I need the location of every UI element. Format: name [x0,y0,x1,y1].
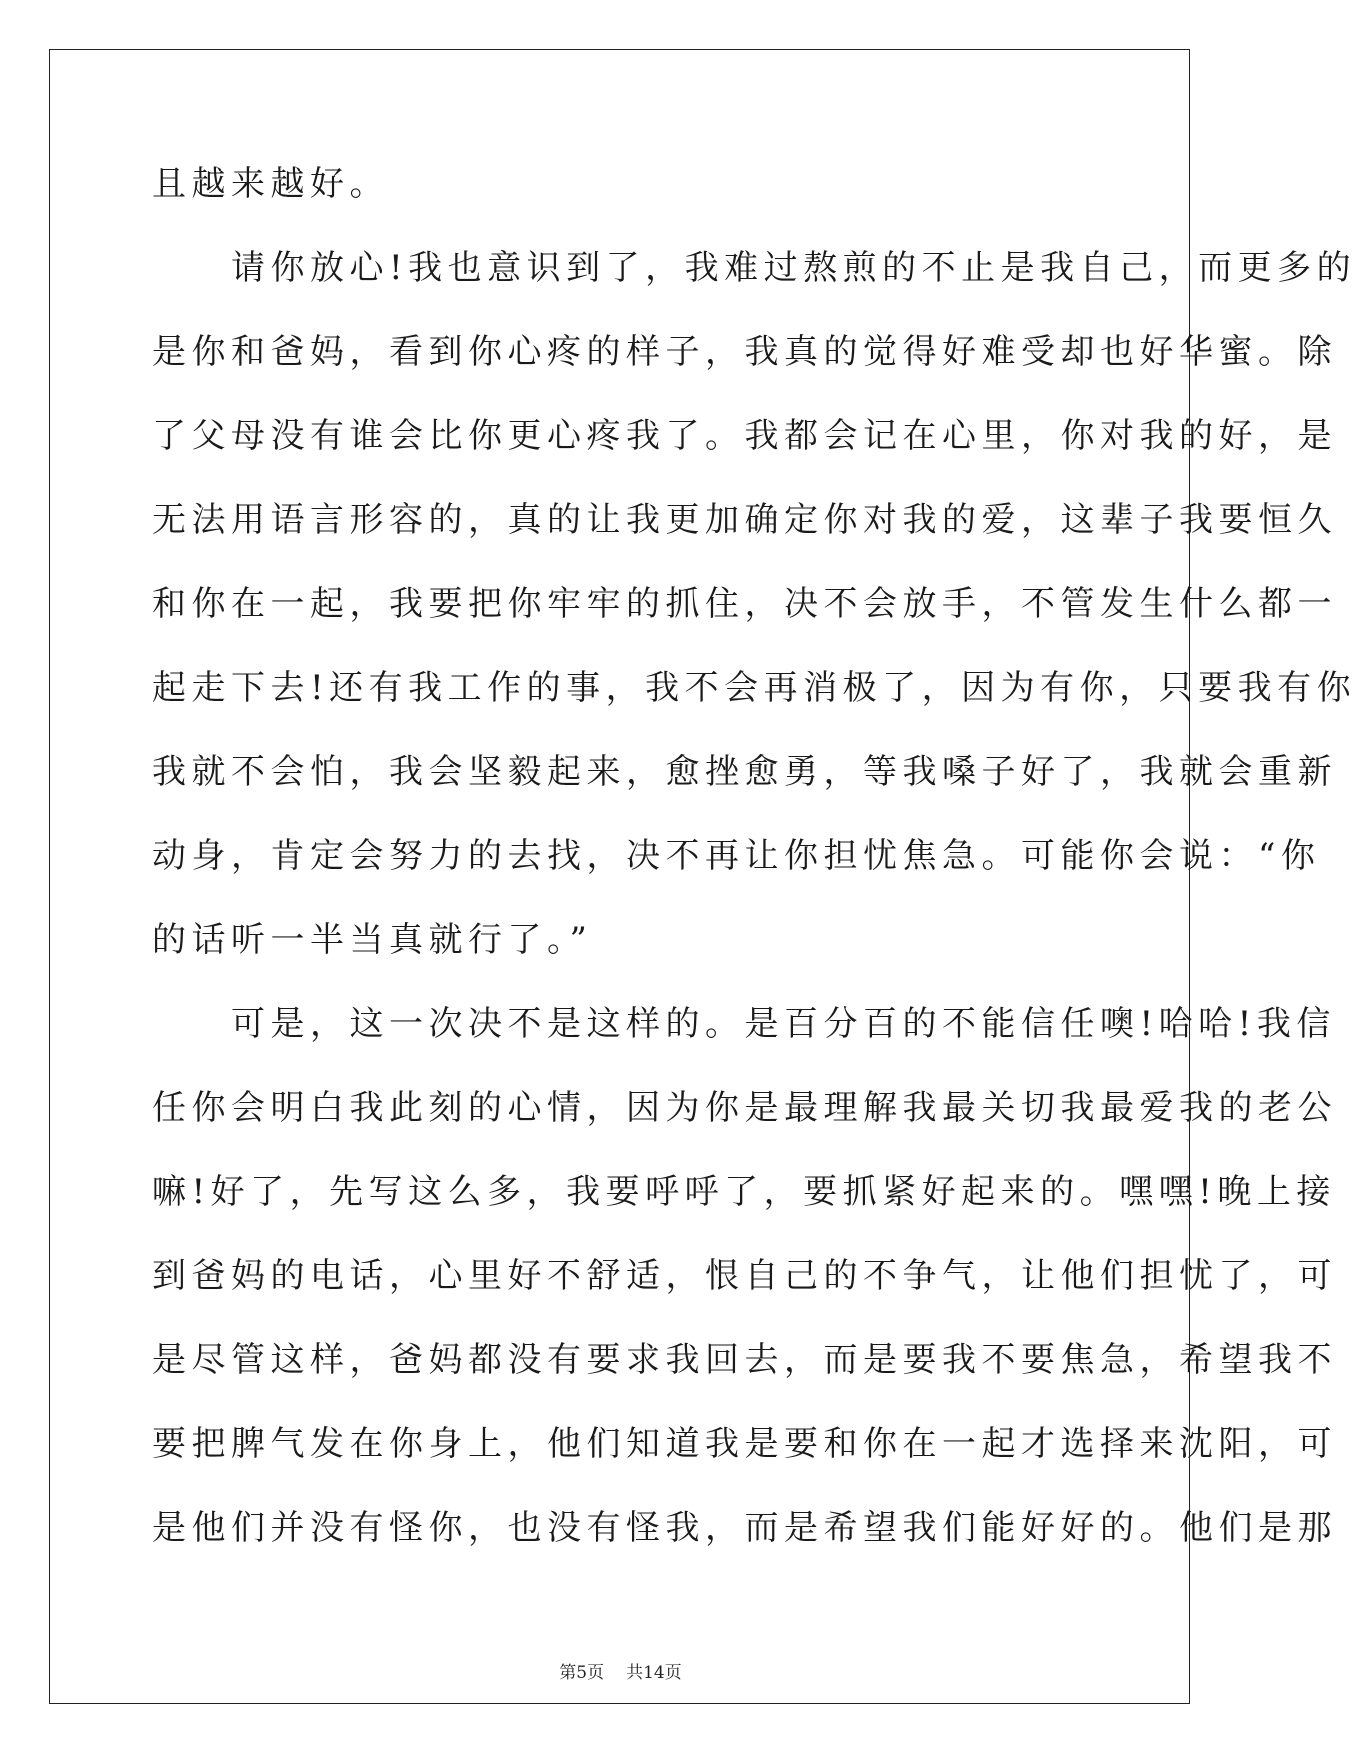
text-line: 可是，这一次决不是这样的。是百分百的不能信任噢!哈哈!我信 [152,1004,1336,1044]
page-number: 第5页 [559,1663,605,1683]
text-line: 到爸妈的电话，心里好不舒适，恨自己的不争气，让他们担忧了，可 [152,1256,1337,1296]
text-line: 且越来越好。 [152,164,389,204]
page-total: 共14页 [626,1663,682,1683]
text-line: 和你在一起，我要把你牢牢的抓住，决不会放手，不管发生什么都一 [152,584,1337,624]
text-line: 任你会明白我此刻的心情，因为你是最理解我最关切我最爱我的老公 [152,1088,1337,1128]
text-line: 的话听一半当真就行了。” [152,920,593,960]
page-footer [0,1658,1241,1683]
text-line: 了父母没有谁会比你更心疼我了。我都会记在心里，你对我的好，是 [152,416,1337,456]
text-line: 我就不会怕，我会坚毅起来，愈挫愈勇，等我嗓子好了，我就会重新 [152,752,1337,792]
text-line: 是他们并没有怪你，也没有怪我，而是希望我们能好好的。他们是那 [152,1508,1337,1548]
text-line: 请你放心!我也意识到了，我难过熬煎的不止是我自己，而更多的 [152,248,1356,288]
text-line: 是你和爸妈，看到你心疼的样子，我真的觉得好难受却也好华蜜。除 [152,332,1337,372]
text-line: 起走下去!还有我工作的事，我不会再消极了，因为有你，只要我有你 [152,668,1356,708]
text-line: 嘛!好了，先写这么多，我要呼呼了，要抓紧好起来的。嘿嘿!晚上接 [152,1172,1336,1212]
document-body [152,142,1356,1570]
text-line: 无法用语言形容的，真的让我更加确定你对我的爱，这辈子我要恒久 [152,500,1337,540]
text-line: 是尽管这样，爸妈都没有要求我回去，而是要我不要焦急，希望我不 [152,1340,1337,1380]
text-line: 动身，肯定会努力的去找，决不再让你担忧焦急。可能你会说：“你 [152,836,1321,876]
text-line: 要把脾气发在你身上，他们知道我是要和你在一起才选择来沈阳，可 [152,1424,1337,1464]
